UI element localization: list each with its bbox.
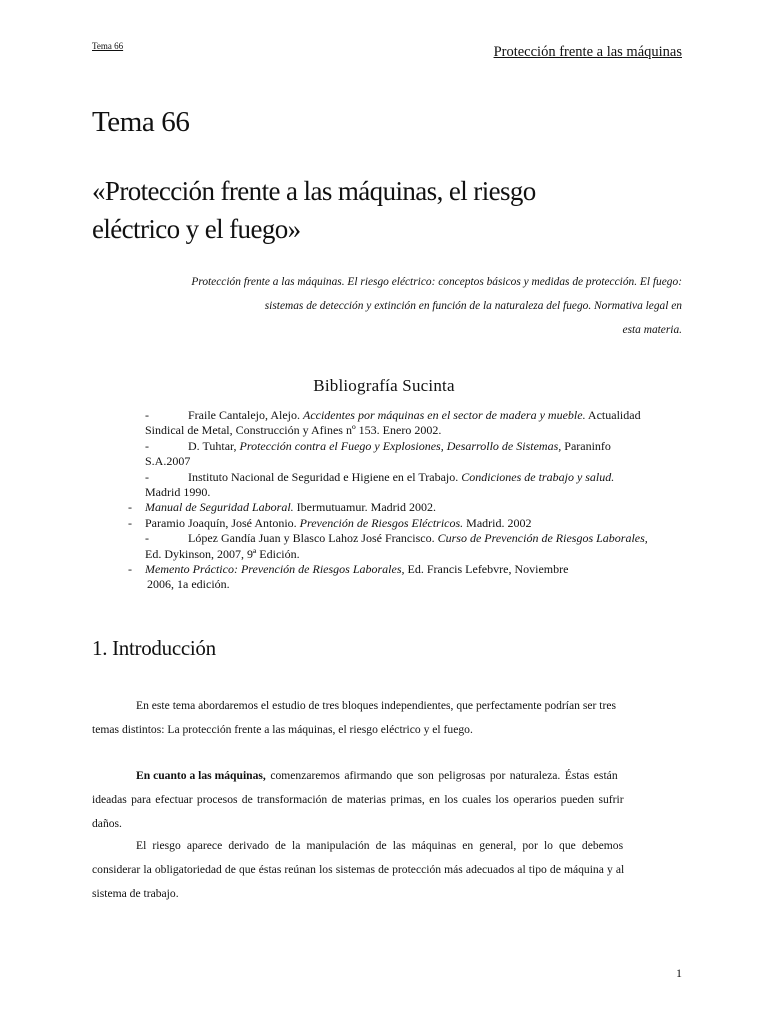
bib-title: Accidentes por máquinas en el sector de madera y mueble. <box>302 408 586 422</box>
paragraph <box>92 764 682 836</box>
bib-continuation: Madrid 1990. <box>145 485 211 500</box>
bib-author: Fraile Cantalejo, Alejo. <box>188 408 303 422</box>
bib-continuation: 2006, 1a edición. <box>147 577 230 592</box>
bibliography-item <box>128 562 688 593</box>
list-dash: - <box>128 562 132 577</box>
bibliography-item <box>128 439 688 470</box>
paragraph-text: comenzaremos afirmando que son peligrosas por naturaleza. Éstas están <box>265 769 618 782</box>
paragraph-line <box>92 764 682 788</box>
abstract-line: sistemas de detección y extinción en función de la naturaleza del fuego. Normativa legal en <box>264 300 682 312</box>
list-dash: - <box>128 515 132 530</box>
bib-author: D. Tuhtar, <box>188 438 240 453</box>
paragraph-line: ideadas para efectuar procesos de transformación de materias primas, en los cuales los operarios pueden sufrir <box>92 793 624 806</box>
bib-tail: Madrid. 2002 <box>463 515 532 530</box>
bib-tail: Actualidad <box>585 408 641 422</box>
list-dash: - <box>128 500 132 515</box>
bibliography-item <box>128 531 688 562</box>
bib-tail: Ed. Francis Lefebvre, Noviembre <box>404 562 569 577</box>
paragraph-line: El riesgo aparece derivado de la manipulación de las máquinas en general, por lo que debemos <box>136 839 624 852</box>
bib-title: Memento Práctico: Prevención de Riesgos Laborales, <box>145 562 405 577</box>
bibliography-list <box>128 408 688 593</box>
bib-tail: Paraninfo <box>561 438 611 453</box>
header-right: Protección frente a las máquinas <box>493 44 682 60</box>
bib-title: Curso de Prevención de Riesgos Laborales, <box>437 531 648 546</box>
bib-title: Protección contra el Fuego y Explosiones, Desarrollo de Sistemas, <box>239 438 562 453</box>
paragraph-line: daños. <box>92 817 122 830</box>
bibliography-item <box>128 470 688 501</box>
abstract <box>92 270 682 342</box>
bib-continuation: Ed. Dykinson, 2007, 9ª Edición. <box>145 546 300 561</box>
bib-title: Condiciones de trabajo y salud. <box>461 469 615 484</box>
paragraph-line: temas distintos: La protección frente a las máquinas, el riesgo eléctrico y el fuego. <box>92 723 473 736</box>
paragraph <box>92 834 682 906</box>
paragraph-line: En este tema abordaremos el estudio de tres bloques independientes, que perfectamente podrían ser tres <box>136 699 616 712</box>
bibliography-item <box>128 516 688 531</box>
bib-continuation: Sindical de Metal, Construcción y Afines nº 153. Enero 2002. <box>145 423 442 438</box>
bib-author: Instituto Nacional de Seguridad e Higiene en el Trabajo. <box>188 469 462 484</box>
tema-title: Tema 66 <box>92 106 190 138</box>
paragraph <box>92 694 682 742</box>
bib-author: López Gandía Juan y Blasco Lahoz José Francisco. <box>188 531 438 546</box>
paragraph-line: sistema de trabajo. <box>92 887 179 900</box>
bold-lead: En cuanto a las máquinas, <box>136 769 266 782</box>
bib-author: Paramio Joaquín, José Antonio. <box>145 515 300 530</box>
bib-continuation: S.A.2007 <box>145 454 191 469</box>
bib-tail: Ibermutuamur. Madrid 2002. <box>293 500 436 515</box>
bib-title: Manual de Seguridad Laboral. <box>145 500 294 515</box>
page-number: 1 <box>676 966 682 980</box>
bib-title: Prevención de Riesgos Eléctricos. <box>299 515 464 530</box>
list-dash: - <box>145 531 149 546</box>
bibliography-item <box>128 500 688 515</box>
header-left: Tema 66 <box>92 41 124 51</box>
paragraph-line: considerar la obligatoriedad de que éstas reúnan los sistemas de protección más adecuados al tipo de máquina y al <box>92 863 625 876</box>
main-title-line: eléctrico y el fuego» <box>92 214 301 244</box>
abstract-line: esta materia. <box>622 324 682 336</box>
section-heading: 1. Introducción <box>92 636 216 660</box>
list-dash: - <box>145 438 149 453</box>
main-title-line: «Protección frente a las máquinas, el riesgo <box>92 176 536 206</box>
abstract-line: Protección frente a las máquinas. El riesgo eléctrico: conceptos básicos y medidas de protección. El fuego: <box>191 276 682 288</box>
main-title <box>92 172 692 248</box>
list-dash: - <box>145 469 149 484</box>
bibliography-item <box>128 408 688 439</box>
bibliography-heading: Bibliografía Sucinta <box>313 376 455 395</box>
list-dash: - <box>145 408 149 422</box>
